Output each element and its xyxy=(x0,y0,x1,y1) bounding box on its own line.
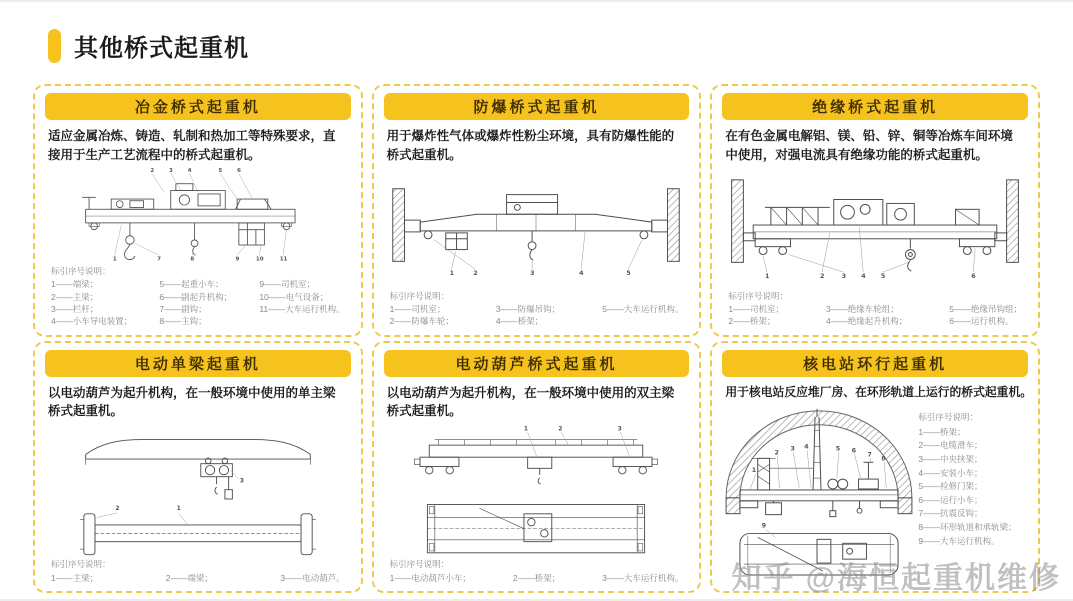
legend-item: 1——主梁； xyxy=(51,572,99,583)
legend-item: 7——抗震反钩； xyxy=(918,508,983,519)
callout-number: 6 xyxy=(971,272,976,281)
callout-number: 1 xyxy=(112,255,117,262)
legend-title: 标引序号说明： xyxy=(51,559,111,570)
legend-item: 9——大车运行机构。 xyxy=(918,535,1000,546)
callout-number: 3 xyxy=(239,477,244,485)
legend-item: 3——栏杆； xyxy=(51,303,99,314)
legend xyxy=(728,290,1022,328)
callout-number: 5 xyxy=(626,269,632,278)
panel-title: 核电站环行起重机 xyxy=(722,350,1028,377)
legend-item: 11——大车运行机构。 xyxy=(259,303,345,314)
legend-item: 10——电气设备； xyxy=(259,291,329,302)
panel-hoist-bridge-crane xyxy=(372,341,702,594)
legend-title: 标引序号说明： xyxy=(728,290,788,301)
callout-number: 4 xyxy=(861,272,866,281)
legend xyxy=(51,265,345,328)
legend xyxy=(51,558,345,584)
callout-number: 5 xyxy=(881,272,886,281)
panel-description: 以电动葫芦为起升机构，在一般环境中使用的双主梁桥式起重机。 xyxy=(386,385,675,419)
callout-number: 2 xyxy=(150,167,155,174)
legend-item: 1——桥架； xyxy=(918,426,966,437)
panel-title: 绝缘桥式起重机 xyxy=(722,93,1028,120)
callout-number: 5 xyxy=(218,167,223,174)
panel-grid xyxy=(33,84,1040,593)
legend-item: 5——绝缘吊钩组； xyxy=(949,303,1022,314)
legend-item: 2——桥架； xyxy=(728,316,776,327)
panel-explosion-proof-crane xyxy=(372,84,702,337)
legend xyxy=(390,290,684,328)
legend-item: 1——电动葫芦小车； xyxy=(389,572,471,583)
legend-item: 5——检修门架； xyxy=(918,481,983,492)
callout-number: 1 xyxy=(765,272,770,281)
callout-number: 4 xyxy=(187,167,192,174)
panel-title: 冶金桥式起重机 xyxy=(45,93,351,120)
callout-number: 2 xyxy=(115,505,120,513)
legend-item: 6——运行机构。 xyxy=(949,316,1014,327)
legend-item: 4——桥架； xyxy=(495,316,544,327)
legend-item: 5——起重小车； xyxy=(159,279,224,290)
legend-item: 3——电动葫芦。 xyxy=(280,572,345,583)
callout-number: 2 xyxy=(473,269,479,278)
hoist-bridge-crane-diagram xyxy=(382,421,692,558)
legend-item: 2——电缆滑车； xyxy=(918,440,983,451)
insulated-crane-diagram xyxy=(720,165,1030,290)
page-title: 其他桥式起重机 xyxy=(74,35,249,62)
legend-item: 2——防爆车轮； xyxy=(389,316,454,327)
legend-item: 2——端梁； xyxy=(165,572,213,583)
panel-title: 电动单梁起重机 xyxy=(45,350,351,377)
callout-number: 8 xyxy=(881,454,887,463)
legend-item: 3——中央挟架； xyxy=(918,453,983,464)
legend-item: 8——环形轨道和承轨梁； xyxy=(918,521,1017,532)
callout-number: 3 xyxy=(618,425,623,433)
panel-description: 以电动葫芦为起升机构，在一般环境中使用的单主梁桥式起重机。 xyxy=(48,385,336,419)
callout-number: 1 xyxy=(524,425,529,433)
callout-number: 9 xyxy=(235,255,240,262)
panel-description: 用于核电站反应堆厂房、在环形轨道上运行的桥式起重机。 xyxy=(725,384,1033,399)
callout-number: 3 xyxy=(168,167,173,174)
callout-number: 6 xyxy=(236,167,241,174)
legend-item: 2——主梁； xyxy=(51,291,99,302)
legend-item: 6——运行小车； xyxy=(918,494,983,505)
panel-metallurgical-crane xyxy=(33,84,363,337)
callout-number: 8 xyxy=(190,255,195,262)
legend-title: 标引序号说明： xyxy=(389,559,450,570)
slide-top-edge xyxy=(0,0,1073,2)
panel-description: 适应金属冶炼、铸造、轧制和热加工等特殊要求，直接用于生产工艺流程中的桥式起重机。 xyxy=(48,129,336,162)
legend-item: 6——副起升机构； xyxy=(159,291,233,302)
legend-title: 标引序号说明： xyxy=(51,265,111,276)
legend-item: 4——绝缘起升机构； xyxy=(826,316,908,327)
legend-item: 9——司机室； xyxy=(259,279,316,290)
legend-item: 1——司机室； xyxy=(389,303,446,314)
accent-bar-icon xyxy=(48,29,61,63)
callout-number: 3 xyxy=(530,269,536,278)
panel-insulated-crane xyxy=(710,84,1040,337)
legend-item: 4——安装小车； xyxy=(918,467,983,478)
explosion-proof-crane-diagram xyxy=(382,165,692,290)
callout-number: 6 xyxy=(851,446,857,455)
callout-number: 9 xyxy=(762,521,767,530)
callout-number: 1 xyxy=(176,505,181,513)
callout-number: 2 xyxy=(820,272,825,281)
metallurgical-crane-diagram xyxy=(43,165,353,265)
legend-item: 8——主钩； xyxy=(159,316,207,327)
legend-item: 2——桥架； xyxy=(512,572,561,583)
callout-number: 2 xyxy=(558,425,563,433)
panel-single-girder-crane xyxy=(33,341,363,594)
legend-item: 4——小车导电装置； xyxy=(51,316,133,327)
legend-item: 5——大车运行机构。 xyxy=(602,303,684,314)
legend-item: 7——副钩； xyxy=(159,303,207,314)
panel-title: 电动葫芦桥式起重机 xyxy=(384,350,690,377)
legend-item: 3——大车运行机构。 xyxy=(602,572,684,583)
legend-item: 3——绝缘车轮组； xyxy=(826,303,899,314)
callout-number: 11 xyxy=(279,255,288,262)
callout-number: 7 xyxy=(156,255,161,262)
callout-number: 4 xyxy=(579,269,585,278)
panel-title: 防爆桥式起重机 xyxy=(384,93,690,120)
slide-header xyxy=(48,28,249,63)
callout-number: 3 xyxy=(841,272,847,281)
single-girder-crane-diagram xyxy=(43,421,353,558)
callout-number: 5 xyxy=(836,444,841,453)
legend-item: 1——司机室； xyxy=(728,303,785,314)
legend-item: 1——端梁； xyxy=(51,279,99,290)
callout-number: 1 xyxy=(752,466,757,475)
legend-title: 标引序号说明： xyxy=(389,290,450,301)
legend xyxy=(390,558,684,584)
callout-number: 10 xyxy=(255,255,264,262)
callout-number: 4 xyxy=(804,442,809,451)
watermark: 知乎 @海恒起重机维修 xyxy=(731,562,1061,595)
callout-number: 3 xyxy=(790,444,796,453)
callout-number: 7 xyxy=(867,450,873,459)
legend-item: 3——防爆吊钩； xyxy=(495,303,561,314)
callout-number: 2 xyxy=(774,448,780,457)
panel-description: 在有色金属电解铝、镁、铅、锌、铜等冶炼车间环境中使用，对强电流具有绝缘功能的桥式起重机。 xyxy=(725,129,1013,162)
panel-description: 用于爆炸性气体或爆炸性粉尘环境，具有防爆性能的桥式起重机。 xyxy=(386,129,675,162)
legend-title: 标引序号说明： xyxy=(918,412,978,423)
callout-number: 1 xyxy=(450,269,455,278)
